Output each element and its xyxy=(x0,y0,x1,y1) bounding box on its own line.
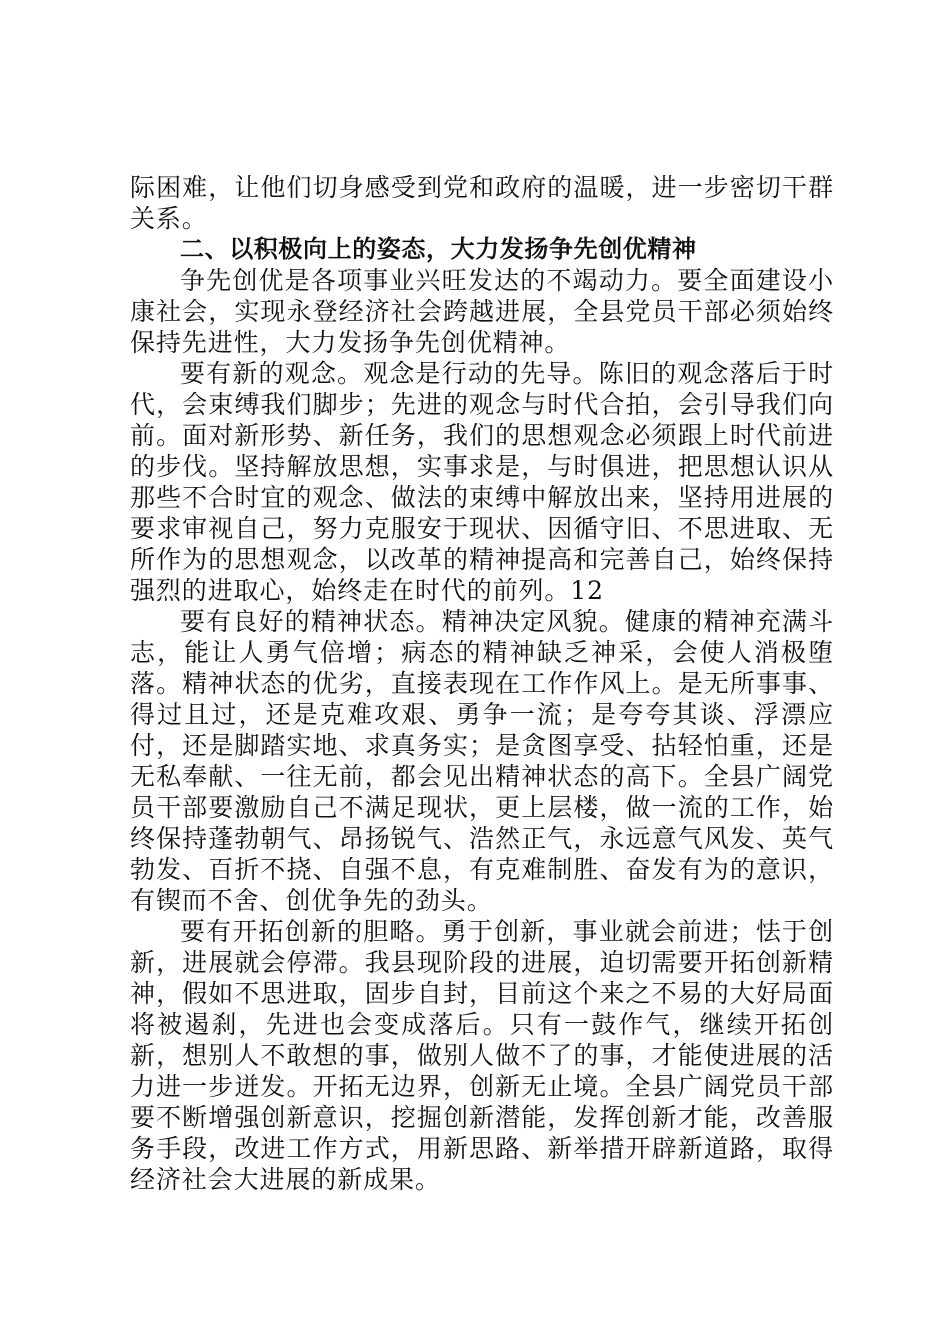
continued-paragraph: 际困难，让他们切身感受到党和政府的温暖，进一步密切干群关系。 xyxy=(130,173,834,233)
spirit-paragraph: 要有良好的精神状态。精神决定风貌。健康的精神充满斗志，能让人勇气倍增；病态的精神缺乏神采，会使人消极堕落。精神状态的优劣，直接表现在工作作风上。是无所事事、得过且过，还是克难攻艰、勇争一流；是夸夸其谈、浮漂应付，还是脚踏实地、求真务实；是贪图享受、拈轻怕重，还是无私奉献、一往无前，都会见出精神状态的高下。全县广阔党员干部要激励自己不满足现状，更上层楼，做一流的工作，始终保持蓬勃朝气、昂扬锐气、浩然正气，永远意气风发、英气勃发、百折不挠、自强不息，有克难制胜、奋发有为的意识，有锲而不舍、创优争先的劲头。 xyxy=(130,607,834,915)
innovation-paragraph: 要有开拓创新的胆略。勇于创新，事业就会前进；怯于创新，进展就会停滞。我县现阶段的进展，迫切需要开拓创新精神，假如不思进取，固步自封，目前这个来之不易的大好局面将被遏刹，先进也会变成落后。只有一鼓作气，继续开拓创新，想别人不敢想的事，做别人做不了的事，才能使进展的活力进一步迸发。开拓无边界，创新无止境。全县广阔党员干部要不断增强创新意识，挖掘创新潜能，发挥创新才能，改善服务手段，改进工作方式，用新思路、新举措开辟新道路，取得经济社会大进展的新成果。 xyxy=(130,917,834,1194)
section-heading: 二、以积极向上的姿态，大力发扬争先创优精神 xyxy=(180,235,697,263)
new-ideas-paragraph: 要有新的观念。观念是行动的先导。陈旧的观念落后于时代，会束缚我们脚步；先进的观念与时代合拍，会引导我们向前。面对新形势、新任务，我们的思想观念必须跟上时代前进的步伐。坚持解放思想，实事求是，与时俱进，把思想认识从那些不合时宜的观念、做法的束缚中解放出来，坚持用进展的要求审视自己，努力克服安于现状、因循守旧、不思进取、无所作为的思想观念，以改革的精神提高和完善自己，始终保持强烈的进取心，始终走在时代的前列。12 xyxy=(130,359,834,605)
intro-paragraph: 争先创优是各项事业兴旺发达的不竭动力。要全面建设小康社会，实现永登经济社会跨越进展，全县党员干部必须始终保持先进性，大力发扬争先创优精神。 xyxy=(130,266,834,357)
document-body xyxy=(130,172,834,1195)
